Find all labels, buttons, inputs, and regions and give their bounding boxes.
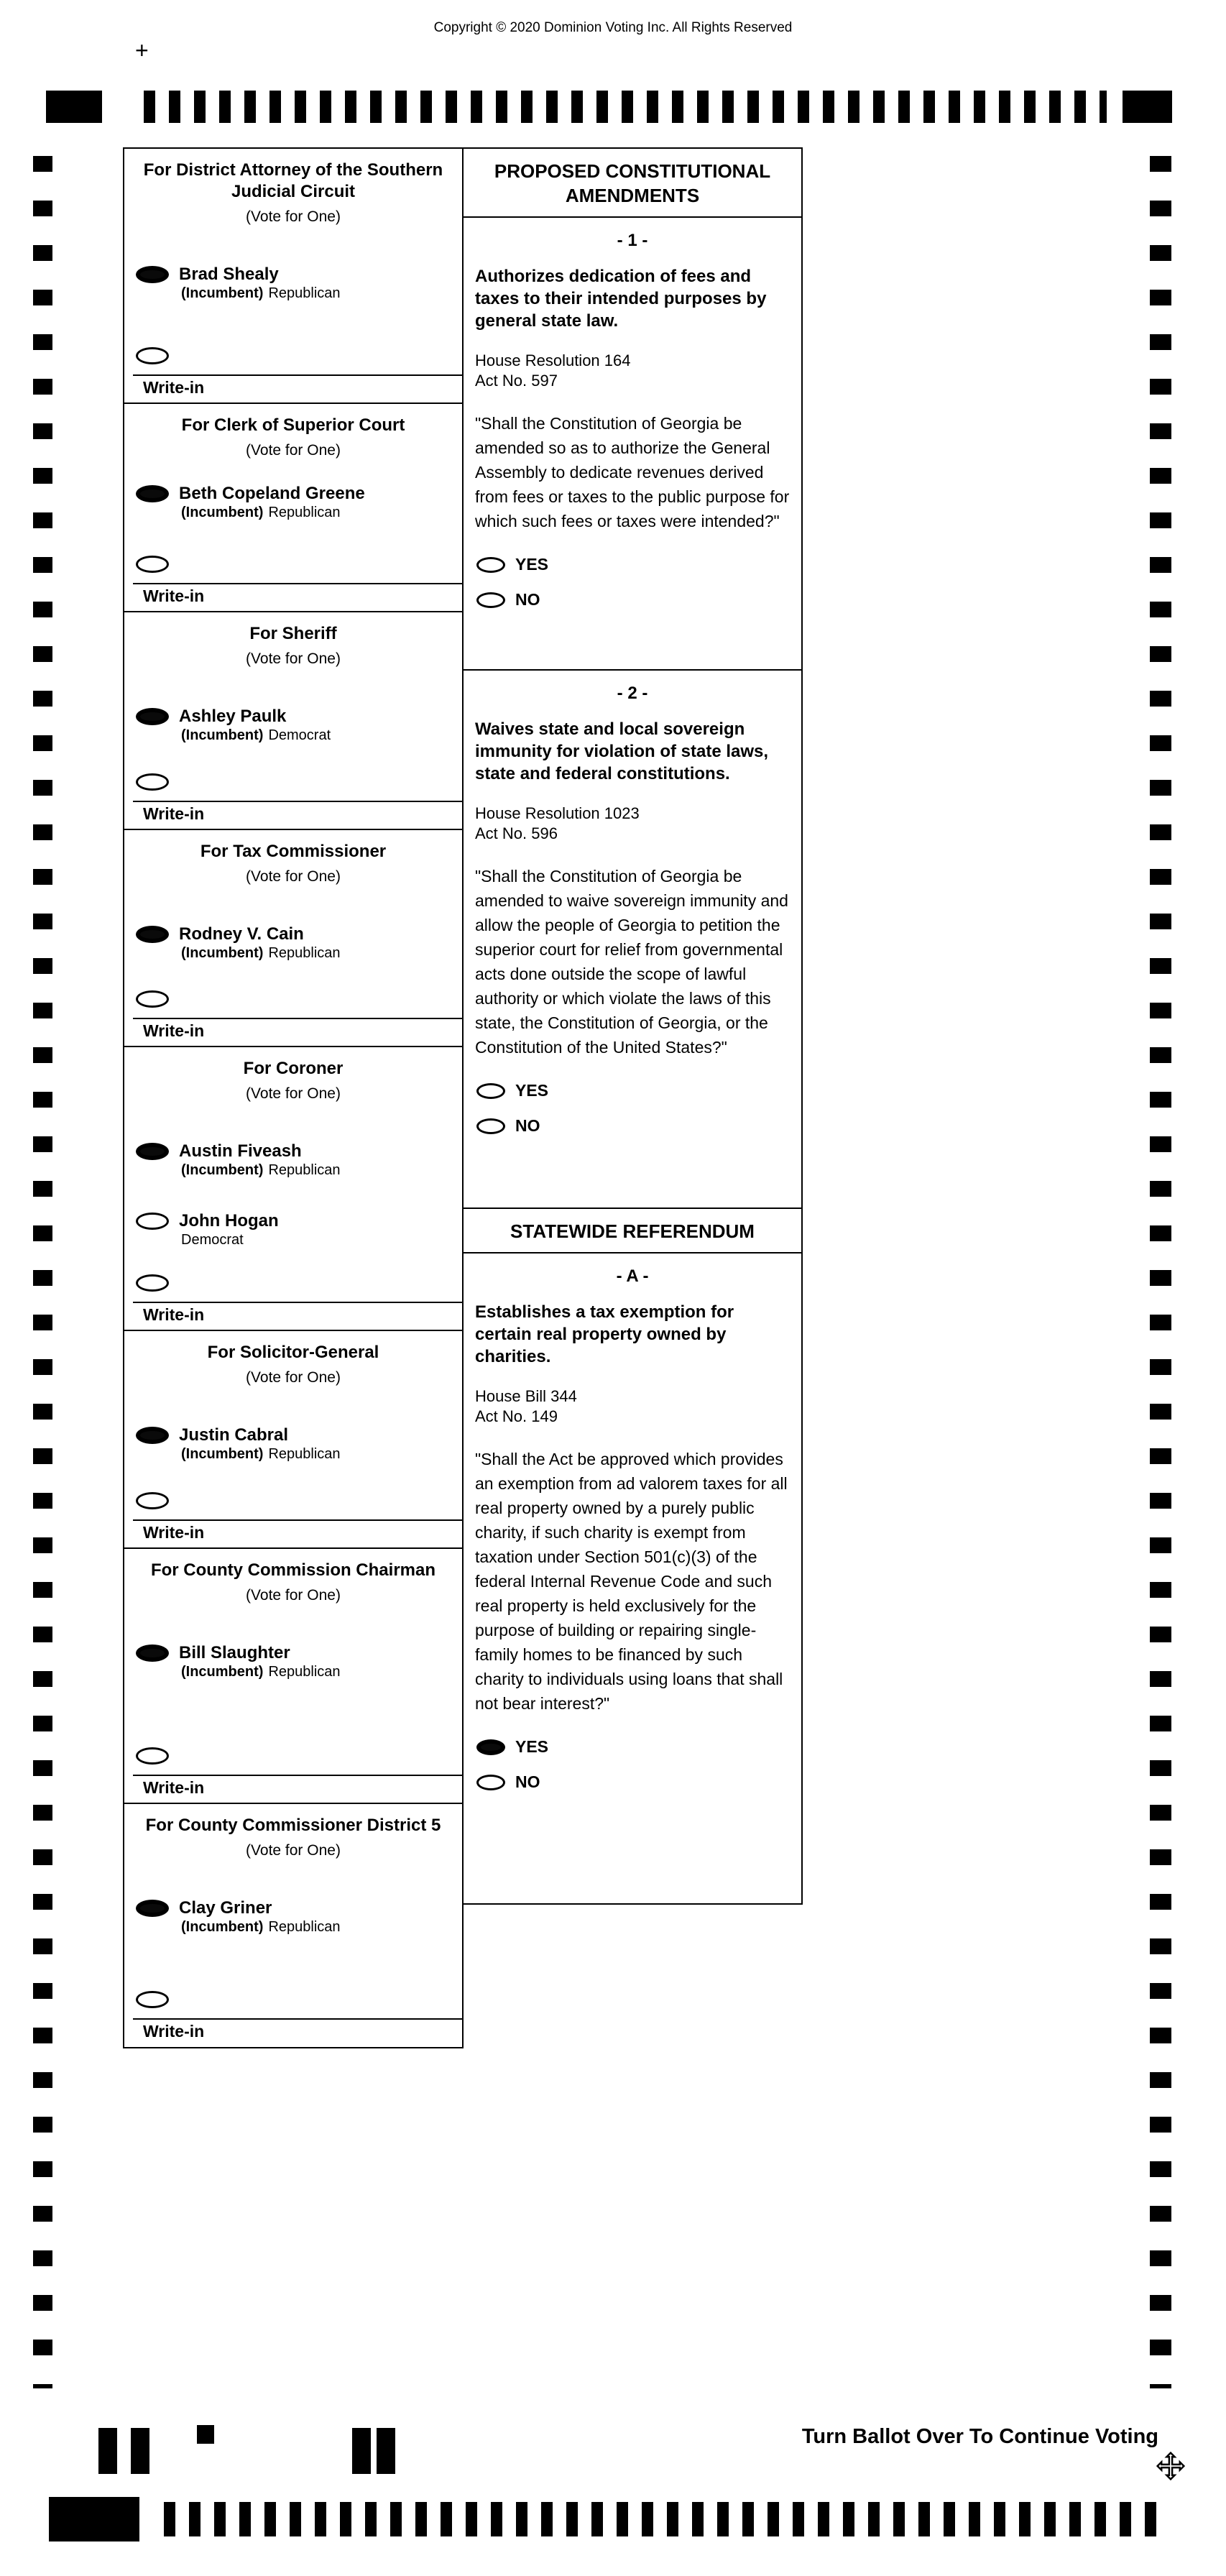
contest-commission-chairman: [124, 1549, 462, 1804]
timing-marks-right: [1150, 156, 1171, 2388]
yes-oval[interactable]: [476, 1083, 505, 1099]
candidate-party: [181, 504, 365, 522]
write-in-label: Write-in: [143, 1523, 205, 1542]
ballot-oval[interactable]: [136, 266, 169, 283]
measure-summary: Waives state and local sovereign immunity for violation of state laws, state and federal constitutions.: [475, 719, 769, 783]
timing-mark-corner: [46, 91, 102, 123]
candidate-row: [136, 264, 451, 303]
write-in-section: [136, 1746, 451, 1803]
write-in-section: [136, 554, 451, 611]
contest-title: For County Commission Chairman: [150, 1560, 436, 1580]
contest-title: For Tax Commissioner: [200, 842, 387, 861]
write-in-oval[interactable]: [136, 1991, 169, 2008]
candidate-name: Austin Fiveash: [179, 1141, 302, 1161]
candidate-party: [181, 1918, 341, 1936]
vote-for-instruction: (Vote for One): [246, 650, 341, 667]
candidate-party: [181, 285, 341, 303]
ballot-oval[interactable]: [136, 485, 169, 502]
ballot-oval[interactable]: [136, 1644, 169, 1662]
incumbent-label: (Incumbent): [181, 1162, 264, 1178]
party-label: Republican: [268, 1162, 341, 1178]
write-in-oval[interactable]: [136, 773, 169, 791]
party-label: Republican: [268, 945, 341, 961]
party-label: Republican: [268, 1919, 341, 1935]
measure-number: - A -: [616, 1266, 649, 1286]
write-in-section: [136, 772, 451, 829]
candidate-party: [181, 727, 331, 745]
incumbent-label: (Incumbent): [181, 945, 264, 961]
contest-title: For Coroner: [243, 1059, 344, 1078]
contest-title: For District Attorney of the Southern Judicial Circuit: [143, 160, 443, 201]
measure-question: "Shall the Constitution of Georgia be amended to waive sovereign immunity and allow the people of Georgia to petition the superior court for relief from governmental acts done outside the scope of lawful authority or which violate the laws of this state, the Constitution of Georgia, or the Constitution of the United States?": [475, 867, 788, 1057]
referendum-header: STATEWIDE REFERENDUM: [464, 1208, 801, 1254]
yes-label: YES: [515, 1081, 549, 1100]
candidate-name: John Hogan: [179, 1211, 279, 1230]
incumbent-label: (Incumbent): [181, 1446, 264, 1462]
timing-mark-corner: [1123, 91, 1172, 123]
write-in-label: Write-in: [143, 378, 205, 397]
timing-marks-bottom: [164, 2502, 1158, 2536]
measure-number: - 2 -: [617, 684, 648, 703]
measure-act: Act No. 597: [475, 372, 558, 390]
candidate-row: [136, 1425, 451, 1463]
contest-title: For Solicitor-General: [207, 1343, 379, 1362]
candidate-party: [181, 944, 341, 962]
candidate-row: [136, 1211, 451, 1249]
incumbent-label: (Incumbent): [181, 1919, 264, 1935]
no-oval[interactable]: [476, 1118, 505, 1134]
write-in-oval[interactable]: [136, 347, 169, 364]
yes-oval[interactable]: [476, 557, 505, 573]
candidate-row: [136, 924, 451, 962]
incumbent-label: (Incumbent): [181, 285, 264, 301]
party-label: Democrat: [181, 1232, 244, 1248]
yes-oval[interactable]: [476, 1739, 505, 1755]
write-in-label: Write-in: [143, 2022, 205, 2041]
yes-choice: [476, 1081, 801, 1100]
contest-clerk-superior-court: [124, 404, 462, 612]
yes-choice: [476, 1737, 801, 1757]
candidate-row: [136, 1898, 451, 1936]
contest-coroner: [124, 1047, 462, 1331]
measure-act: Act No. 596: [475, 824, 558, 842]
yes-label: YES: [515, 1737, 549, 1756]
ballot-oval[interactable]: [136, 1143, 169, 1160]
no-label: NO: [515, 590, 540, 609]
candidate-party: [181, 1445, 341, 1463]
write-in-section: [136, 989, 451, 1046]
no-label: NO: [515, 1772, 540, 1791]
incumbent-label: (Incumbent): [181, 727, 264, 743]
timing-marks-top: [144, 91, 1107, 123]
contest-sheriff: [124, 612, 462, 830]
timing-mark: [131, 2428, 149, 2474]
candidate-party: [181, 1231, 279, 1249]
measure-summary: Establishes a tax exemption for certain real property owned by charities.: [475, 1302, 734, 1366]
yes-choice: [476, 555, 801, 574]
no-choice: [476, 1116, 801, 1136]
candidate-name: Ashley Paulk: [179, 707, 287, 726]
candidate-row: [136, 484, 451, 522]
contest-tax-commissioner: [124, 830, 462, 1047]
measure-amendment-2: [464, 669, 801, 1208]
measure-summary: Authorizes dedication of fees and taxes to their intended purposes by general state law.: [475, 267, 767, 331]
timing-mark-corner: [49, 2497, 139, 2542]
write-in-section: [136, 346, 451, 402]
candidate-party: [181, 1162, 341, 1179]
candidate-row: [136, 1643, 451, 1681]
contest-district-attorney: [124, 149, 462, 404]
write-in-oval[interactable]: [136, 1747, 169, 1765]
measure-act: Act No. 149: [475, 1407, 558, 1425]
write-in-oval[interactable]: [136, 1492, 169, 1509]
candidate-name: Rodney V. Cain: [179, 924, 304, 944]
write-in-section: [136, 1273, 451, 1330]
measure-question: "Shall the Act be approved which provides an exemption from ad valorem taxes for all real property owned by a purely public charity, if such charity is exempt from taxation under Section 501(c)(3) of the federal Internal Revenue Code and such real property is held exclusively for the purpose of building or repairing single-family homes to be financed by such charity to individuals using loans that shall not bear interest?": [475, 1450, 788, 1713]
no-oval[interactable]: [476, 592, 505, 608]
candidate-party: [181, 1663, 341, 1681]
no-choice: [476, 590, 801, 610]
write-in-oval[interactable]: [136, 556, 169, 573]
contest-commissioner-district5: [124, 1804, 462, 2046]
timing-mark: [352, 2428, 371, 2474]
candidate-name: Justin Cabral: [179, 1425, 289, 1445]
candidate-row: [136, 1141, 451, 1179]
vote-for-instruction: (Vote for One): [246, 1587, 341, 1604]
measure-amendment-1: [464, 218, 801, 669]
registration-plus-mark: +: [135, 37, 149, 63]
vote-for-instruction: (Vote for One): [246, 868, 341, 885]
write-in-label: Write-in: [143, 1305, 205, 1324]
measure-question: "Shall the Constitution of Georgia be amended so as to authorize the General Assembly to dedicate revenues derived from fees or taxes to the public purpose for which such fees or taxes were intended?": [475, 414, 790, 530]
contest-title: For Clerk of Superior Court: [181, 415, 405, 435]
party-label: Republican: [268, 1446, 341, 1462]
contest-title: For County Commissioner District 5: [145, 1816, 441, 1835]
measure-references: [475, 351, 794, 391]
ballot-oval[interactable]: [136, 1213, 169, 1230]
candidate-name: Beth Copeland Greene: [179, 484, 365, 503]
measure-bill: House Bill 344: [475, 1387, 577, 1405]
party-label: Republican: [268, 285, 341, 301]
party-label: Republican: [268, 1664, 341, 1680]
timing-mark: [98, 2428, 117, 2474]
measure-number: - 1 -: [617, 231, 648, 250]
write-in-label: Write-in: [143, 1021, 205, 1040]
write-in-label: Write-in: [143, 586, 205, 605]
vote-for-instruction: (Vote for One): [246, 442, 341, 459]
measure-references: [475, 804, 794, 844]
candidate-row: [136, 707, 451, 745]
ballot-oval[interactable]: [136, 1427, 169, 1444]
contest-title: For Sheriff: [249, 624, 337, 643]
amendments-header: PROPOSED CONSTITUTIONAL AMENDMENTS: [464, 149, 801, 218]
write-in-section: [136, 1491, 451, 1547]
party-label: Democrat: [268, 727, 331, 743]
write-in-label: Write-in: [143, 1778, 205, 1797]
vote-for-instruction: (Vote for One): [246, 208, 341, 225]
write-in-section: [136, 1990, 451, 2046]
ballot-oval[interactable]: [136, 926, 169, 943]
write-in-label: Write-in: [143, 804, 205, 823]
measure-resolution: House Resolution 1023: [475, 804, 640, 822]
incumbent-label: (Incumbent): [181, 505, 264, 520]
party-label: Republican: [268, 505, 341, 520]
timing-mark: [197, 2425, 214, 2444]
contest-solicitor-general: [124, 1331, 462, 1549]
vote-for-instruction: (Vote for One): [246, 1085, 341, 1102]
four-way-arrow-icon: [1156, 2451, 1186, 2481]
ballot-oval[interactable]: [136, 708, 169, 725]
no-oval[interactable]: [476, 1775, 505, 1790]
write-in-oval[interactable]: [136, 1274, 169, 1292]
yes-label: YES: [515, 555, 549, 574]
candidate-name: Clay Griner: [179, 1898, 272, 1918]
measure-references: [475, 1386, 794, 1427]
measure-resolution: House Resolution 164: [475, 351, 631, 369]
measures-column: [462, 147, 803, 1905]
candidate-name: Bill Slaughter: [179, 1643, 290, 1662]
candidate-name: Brad Shealy: [179, 264, 279, 284]
timing-marks-left: [33, 156, 52, 2388]
measure-referendum-a: [464, 1254, 801, 1836]
turn-ballot-over-notice: Turn Ballot Over To Continue Voting: [801, 2425, 1158, 2448]
no-label: NO: [515, 1116, 540, 1135]
incumbent-label: (Incumbent): [181, 1664, 264, 1680]
vote-for-instruction: (Vote for One): [246, 1842, 341, 1859]
no-choice: [476, 1772, 801, 1792]
copyright-notice: Copyright © 2020 Dominion Voting Inc. All Rights Reserved: [433, 20, 793, 35]
vote-for-instruction: (Vote for One): [246, 1369, 341, 1386]
contest-column: [123, 147, 464, 2048]
write-in-oval[interactable]: [136, 990, 169, 1008]
timing-mark: [377, 2428, 395, 2474]
ballot-oval[interactable]: [136, 1900, 169, 1917]
